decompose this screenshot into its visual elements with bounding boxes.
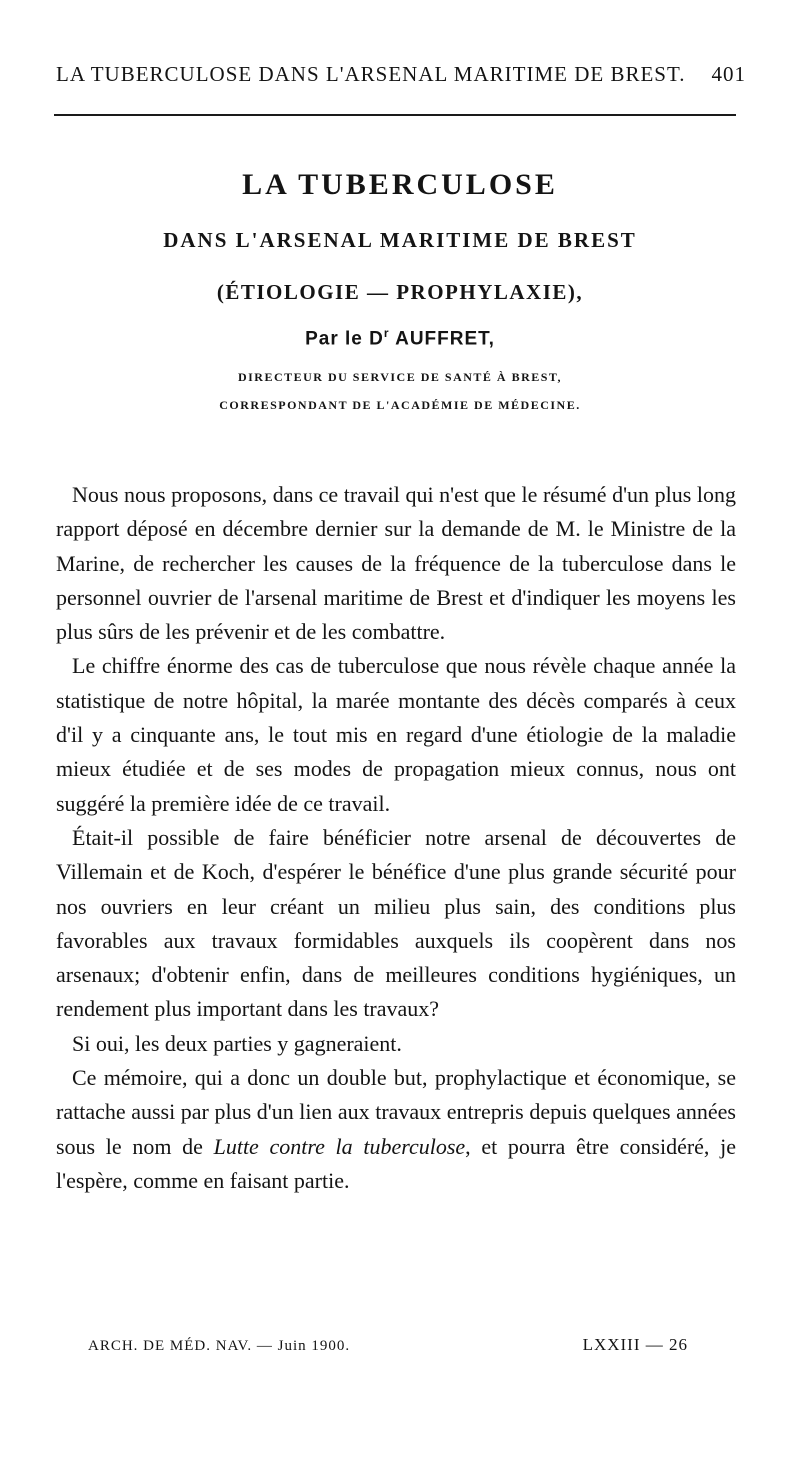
paragraph-1: Nous nous proposons, dans ce travail qui n'est que le résumé d'un plus long rapport déposé en décembre dernier sur la demande de M. le Ministre de la Marine, de rechercher les causes de la fréquence de la tuberculose dans le personnel ouvrier de l'arsenal maritime de Brest et d'indiquer les moyens les plus sûrs de les prévenir et de les combattre. — [56, 482, 736, 645]
page-footer — [88, 1335, 688, 1355]
running-head-title: LA TUBERCULOSE DANS L'ARSENAL MARITIME DE BREST. — [56, 62, 686, 86]
paragraph-2: Le chiffre énorme des cas de tuberculose que nous révèle chaque année la statistique de notre hôpital, la marée montante des décès comparés à ceux d'il y a cinquante ans, le tout mis en regard d'une étiologie de la maladie mieux étudiée et de ses modes de propagation mieux connus, nous ont suggéré la première idée de ce travail. — [56, 653, 736, 816]
article-title: LA TUBERCULOSE — [242, 168, 558, 201]
paragraph-3: Était-il possible de faire bénéficier notre arsenal de découvertes de Villemain et de Koch, d'espérer le bénéfice d'une plus grande sécurité pour nos ouvriers en leur créant un milieu plus sain, des conditions plus favorables aux travaux formidables auxquels ils coopèrent dans nos arsenaux; d'obtenir enfin, dans de meilleures conditions hygiéniques, un rendement plus important dans les travaux? — [56, 824, 736, 1022]
article-subtitle: DANS L'ARSENAL MARITIME DE BREST — [163, 228, 637, 252]
paragraph-5-italic: Lutte contre la tuberculose — [213, 1133, 466, 1159]
running-head — [56, 62, 746, 87]
paragraph-4: Si oui, les deux parties y gagneraient. — [72, 1030, 402, 1056]
article-topics: (ÉTIOLOGIE — PROPHYLAXIE), — [216, 280, 584, 304]
paragraph-5 — [56, 1061, 736, 1198]
byline-doctor-superscript: r — [383, 326, 390, 340]
footer-journal: ARCH. DE MÉD. NAV. — Juin 1900. — [88, 1338, 351, 1354]
article-body — [56, 478, 736, 1198]
paragraph-5-end: , et pourra être considéré, je l'espère, comme en faisant partie. — [56, 1133, 736, 1193]
header-rule — [54, 114, 736, 116]
author-byline — [0, 326, 800, 350]
author-affiliation-1: DIRECTEUR DU SERVICE DE SANTÉ À BREST, — [237, 370, 563, 384]
byline-prefix: Par le D — [305, 328, 384, 350]
author-name: AUFFRET, — [395, 328, 495, 350]
paragraph-5-start: Ce mémoire, qui a donc un double but, prophylactique et économique, se rattache aussi par plus d'un lien aux travaux entrepris depuis quelques années sous le nom de — [56, 1065, 736, 1159]
footer-volume: LXXIII — 26 — [582, 1335, 688, 1354]
page-number: 401 — [711, 62, 746, 86]
author-affiliation-2: CORRESPONDANT DE L'ACADÉMIE DE MÉDECINE. — [219, 398, 581, 412]
